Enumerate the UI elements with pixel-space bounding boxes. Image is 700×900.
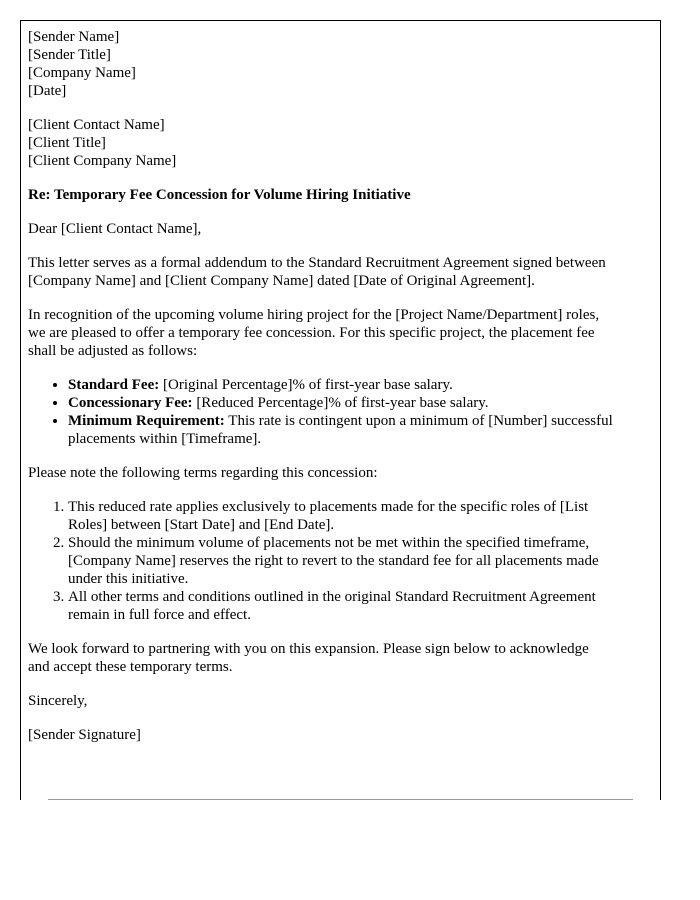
subject-line: Re: Temporary Fee Concession for Volume Hiring Initiative bbox=[28, 187, 411, 203]
terms-intro: Please note the following terms regarding this concession: bbox=[28, 465, 378, 481]
fee-item-concessionary bbox=[68, 394, 613, 412]
fee-term: Standard Fee: bbox=[68, 377, 160, 393]
fee-text: [Original Percentage]% of first-year base salary. bbox=[159, 377, 453, 393]
terms-list bbox=[28, 498, 613, 624]
client-block bbox=[28, 116, 613, 170]
signature: [Sender Signature] bbox=[28, 727, 141, 743]
term-item: 3. All other terms and conditions outlined in the original Standard Recruitment Agreement remain in full force and effect. bbox=[68, 588, 613, 624]
salutation: Dear [Client Contact Name], bbox=[28, 221, 202, 237]
sender-block bbox=[28, 28, 613, 100]
fee-text: [Reduced Percentage]% of first-year base salary. bbox=[192, 395, 489, 411]
client-contact-name: [Client Contact Name] bbox=[28, 117, 165, 133]
paragraph-addendum: This letter serves as a formal addendum to the Standard Recruitment Agreement signed between [Company Name] and [Client Company Name] dated [Date of Original Agreement]. bbox=[28, 255, 606, 289]
sender-title: [Sender Title] bbox=[28, 47, 111, 63]
term-item: 1. This reduced rate applies exclusively to placements made for the specific roles of [List Roles] between [Start Date] and [End Date]. bbox=[68, 498, 613, 534]
closing: Sincerely, bbox=[28, 693, 88, 709]
client-title: [Client Title] bbox=[28, 135, 106, 151]
fee-item-standard bbox=[68, 376, 613, 394]
client-company: [Client Company Name] bbox=[28, 153, 177, 169]
paragraph-concession: In recognition of the upcoming volume hiring project for the [Project Name/Department] roles, we are pleased to offer a temporary fee concession. For this specific project, the placement fee shall be adjusted as follows: bbox=[28, 307, 600, 359]
letter-content bbox=[28, 28, 613, 760]
fee-list bbox=[28, 376, 613, 448]
fee-item-minimum bbox=[68, 412, 613, 448]
fee-term: Minimum Requirement: bbox=[68, 413, 225, 429]
sender-name: [Sender Name] bbox=[28, 29, 120, 45]
term-item: 2. Should the minimum volume of placements not be met within the specified timeframe, [Company Name] reserves the right to revert to the standard fee for all placements made under this initiative. bbox=[68, 534, 613, 588]
fee-text: This rate is contingent upon a minimum of [Number] successful placements within [Timeframe]. bbox=[68, 413, 613, 447]
sender-company: [Company Name] bbox=[28, 65, 136, 81]
letter-date: [Date] bbox=[28, 83, 67, 99]
closing-paragraph: We look forward to partnering with you on this expansion. Please sign below to acknowledge and accept these temporary terms. bbox=[28, 641, 589, 675]
fee-term: Concessionary Fee: bbox=[68, 395, 193, 411]
signature-rule bbox=[48, 799, 633, 800]
